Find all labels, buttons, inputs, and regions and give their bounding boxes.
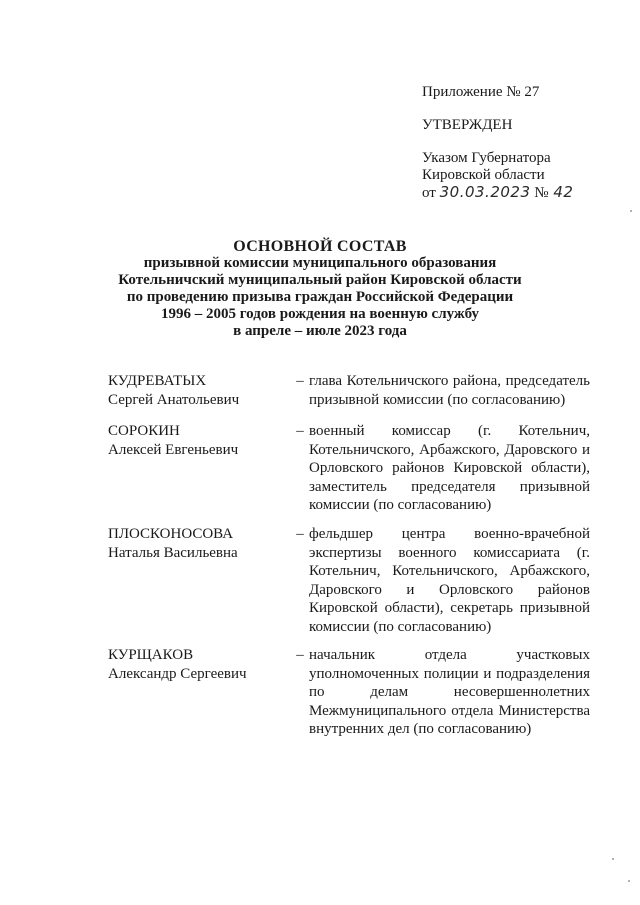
- title-line-3: Котельничский муниципальный район Кировской области: [118, 272, 522, 288]
- decree-line-2: Кировской области: [422, 167, 545, 183]
- member-given-name: Алексей Евгеньевич: [108, 441, 239, 458]
- member-row: [108, 525, 590, 637]
- date-prefix: от: [422, 185, 436, 201]
- member-dash: –: [296, 373, 304, 389]
- member-given-name: Сергей Анатольевич: [108, 391, 240, 408]
- member-dash: –: [296, 423, 304, 439]
- member-name: [108, 372, 283, 409]
- member-description: начальник отдела участковых уполномоченных полиции и подразделения по делам несовершеннолетних Межмуниципального отдела Министерства внутренних дел (по согласованию): [309, 647, 590, 737]
- member-description: фельдшер центра военно-врачебной экспертизы военного комиссариата (г. Котельнич, Котельничского, Арбажского, Даровского и Орловского районов Кировской области), секретарь призывной комиссии (по согласованию): [309, 526, 590, 635]
- member-surname: СОРОКИН: [108, 423, 180, 439]
- member-dash: –: [296, 526, 304, 542]
- member-surname: ПЛОСКОНОСОВА: [108, 526, 234, 542]
- member-given-name: Александр Сергеевич: [108, 665, 247, 682]
- member-surname: КУДРЕВАТЫХ: [108, 373, 207, 389]
- member-row: [108, 372, 590, 412]
- member-description: военный комиссар (г. Котельнич, Котельничского, Арбажского, Даровского и Орловского районов Кировской области), заместитель председателя призывной комиссии (по согласованию): [309, 423, 590, 513]
- scan-speck: [630, 210, 632, 212]
- title-line-6: в апреле – июле 2023 года: [233, 323, 407, 339]
- title-line-2: призывной комиссии муниципального образования: [143, 255, 497, 271]
- decree-date-line: [422, 184, 573, 202]
- document-title: [96, 238, 544, 340]
- member-given-name: Наталья Васильевна: [108, 544, 238, 561]
- title-line-5: 1996 – 2005 годов рождения на военную службу: [160, 306, 480, 322]
- member-row: [108, 646, 590, 741]
- member-row: [108, 422, 590, 517]
- decree-line-1: Указом Губернатора: [422, 150, 551, 166]
- appendix-number: Приложение № 27: [422, 84, 540, 100]
- approved-stamp-text: УТВЕРЖДЕН: [422, 117, 513, 133]
- title-line-4: по проведению призыва граждан Российской Федерации: [126, 289, 514, 305]
- member-description: глава Котельничского района, председатель призывной комиссии (по согласованию): [309, 373, 590, 408]
- member-name: [108, 646, 283, 683]
- approval-block: [422, 84, 573, 202]
- member-name: [108, 422, 283, 459]
- number-sign: №: [534, 185, 550, 201]
- member-dash: –: [296, 647, 304, 663]
- member-surname: КУРЩАКОВ: [108, 647, 194, 663]
- handwritten-number: 42: [553, 183, 574, 201]
- member-name: [108, 525, 283, 562]
- handwritten-date: 30.03.2023: [439, 183, 531, 201]
- title-main: ОСНОВНОЙ СОСТАВ: [233, 238, 407, 255]
- scan-speck: [628, 880, 630, 882]
- scan-speck: [612, 858, 614, 860]
